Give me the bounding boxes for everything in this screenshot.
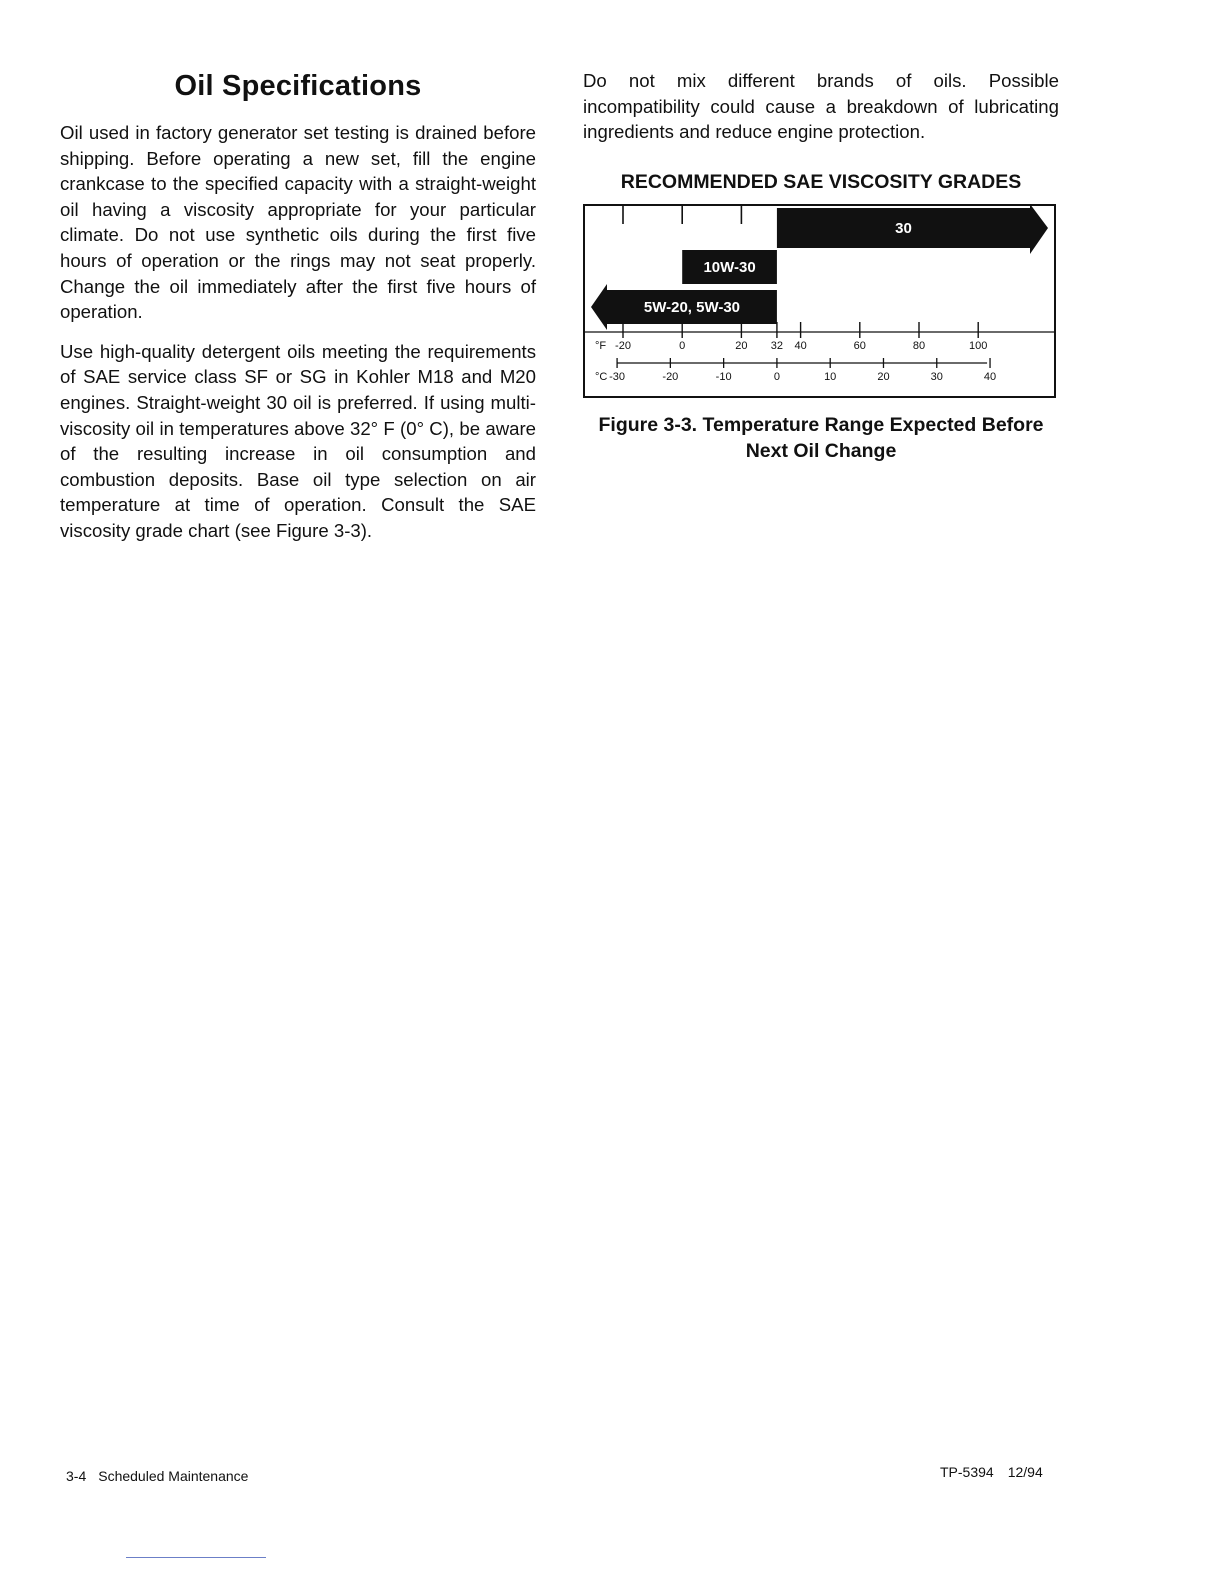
page-footer-right <box>940 1462 1043 1482</box>
fahrenheit-tick-label: -20 <box>615 340 631 352</box>
celsius-tick-label: 20 <box>877 371 890 383</box>
celsius-tick-label: -30 <box>609 371 626 383</box>
fahrenheit-tick-label: 100 <box>969 340 988 352</box>
viscosity-chart <box>583 204 1056 398</box>
fahrenheit-tick-label: 60 <box>853 340 866 352</box>
grade-label: 30 <box>895 220 912 237</box>
grade-label: 5W-20, 5W-30 <box>643 299 741 316</box>
bottom-rule <box>126 1557 266 1558</box>
celsius-tick-label: 10 <box>824 371 837 383</box>
left-column <box>60 66 536 558</box>
grade-label: 10W-30 <box>703 259 756 276</box>
figure-caption-line-2: Next Oil Change <box>745 440 897 462</box>
page-number: 3-4 <box>66 1468 87 1484</box>
body-paragraph: Do not mix different brands of oils. Possible incompatibility could cause a breakdown of lubricating ingredients and reduce engine protection. <box>583 70 1059 143</box>
fahrenheit-tick-label: 0 <box>679 340 686 352</box>
figure-caption <box>583 412 1059 464</box>
section-title: Oil Specifications <box>174 70 422 102</box>
right-column <box>583 66 1059 207</box>
viscosity-chart-svg <box>583 204 1056 398</box>
chart-title: RECOMMENDED SAE VISCOSITY GRADES <box>620 170 1022 193</box>
grade-bar-30 <box>777 204 1048 254</box>
figure-caption-line-1: Figure 3-3. Temperature Range Expected Before <box>598 414 1044 436</box>
fahrenheit-tick-label: 32 <box>770 340 784 352</box>
document-number: TP-5394 <box>940 1464 994 1480</box>
celsius-tick-label: 40 <box>983 371 997 383</box>
page-footer-left <box>66 1466 248 1486</box>
fahrenheit-unit-label: °F <box>595 340 607 352</box>
celsius-tick-label: 30 <box>930 371 943 383</box>
celsius-tick-label: -10 <box>715 371 732 383</box>
body-paragraph: Use high-quality detergent oils meeting the requirements of SAE service class SF or SG in Kohler M18 and M20 engines. Straight-weight 30 oil is preferred. If using multi-viscosity oil in temperatures above 32° F (0° C), be aware of the resulting increase in oil consumption and combustion deposits. Base oil type selection on air temperature at time of operation. Consult the SAE viscosity grade chart (see Figure 3-3). <box>60 340 536 541</box>
document-date: 12/94 <box>1007 1464 1043 1480</box>
section-name: Scheduled Maintenance <box>98 1468 249 1484</box>
fahrenheit-tick-label: 80 <box>912 340 926 352</box>
celsius-unit-label: °C <box>595 371 608 383</box>
body-paragraph: Oil used in factory generator set testing is drained before shipping. Before operating a new set, fill the engine crankcase to the specified capacity with a straight-weight oil having a viscosity appropriate for your particular climate. Do not use synthetic oils during the first five hours of operation or the rings may not seat properly. Change the oil immediately after the first five hours of operation. <box>60 122 536 323</box>
fahrenheit-tick-label: 20 <box>735 340 748 352</box>
fahrenheit-tick-label: 40 <box>794 340 807 352</box>
celsius-tick-label: 0 <box>773 371 780 383</box>
celsius-tick-label: -20 <box>662 371 679 383</box>
